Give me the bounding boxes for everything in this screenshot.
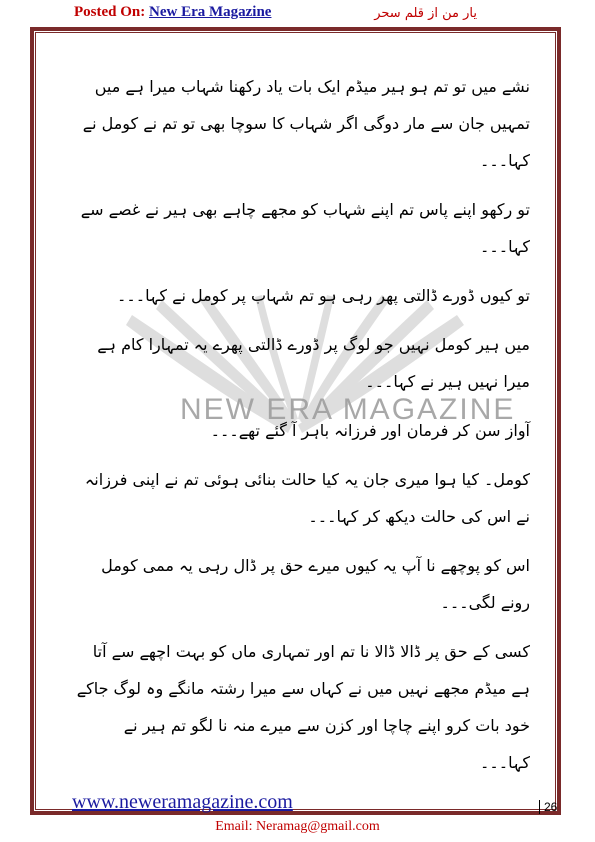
footer-email: Email: Neramag@gmail.com: [215, 819, 380, 834]
paragraph: میں ہیر کومل نہیں جو لوگ پر ڈورے ڈالتی پھرے یہ تمہارا کام ہے میرا نہیں ہیر نے کہا۔۔۔: [97, 335, 530, 391]
page-number: 26: [539, 800, 557, 814]
magazine-link[interactable]: New Era Magazine: [149, 4, 272, 20]
paragraph: کسی کے حق پر ڈالا ڈالا نا تم اور تمہاری ماں کو بہت اچھے سے آتا ہے میڈم مجھے نہیں میں نے کہاں سے میرا رشتہ مانگے وہ لوگ جاکے خود بات کرو اپنے چاچا اور کزن سے میرے منہ نا لگو تم ہیر نے کہا۔۔۔: [76, 642, 530, 772]
website-link[interactable]: www.neweramagazine.com: [72, 791, 293, 813]
paragraph: تو کیوں ڈورے ڈالتی پھر رہی ہو تم شہاب پر کومل نے کہا۔۔۔: [117, 286, 530, 305]
story-content: [70, 68, 530, 793]
paragraph: نشے میں تو تم ہو ہیر میڈم ایک بات یاد رکھنا شہاب میرا ہے میں تمہیں جان سے مار دوگی اگر شہاب کا سوچا بھی تو تم نے کومل نے کہا۔۔۔: [82, 77, 530, 170]
paragraph: اس کو پوچھے نا آپ یہ کیوں میرے حق پر ڈال رہی یہ ممی کومل رونے لگی۔۔۔: [101, 556, 530, 612]
paragraph: کومل۔ کیا ہوا میری جان یہ کیا حالت بنائی ہوئی تم نے اپنی فرزانہ نے اس کی حالت دیکھ کر کہا۔۔۔: [84, 470, 530, 526]
watermark-text: NEW ERA MAGAZINE: [180, 393, 516, 426]
author-credit: یار من از قلم سحر: [374, 6, 477, 21]
posted-on-header: [74, 4, 271, 21]
paragraph: تو رکھو اپنے پاس تم اپنے شہاب کو مجھے چاہے بھی ہیر نے غصے سے کہا۔۔۔: [80, 200, 530, 256]
posted-on-label: Posted On:: [74, 4, 146, 20]
paragraph: آواز سن کر فرمان اور فرزانہ باہر آ گئے تھے۔۔۔: [210, 421, 530, 440]
